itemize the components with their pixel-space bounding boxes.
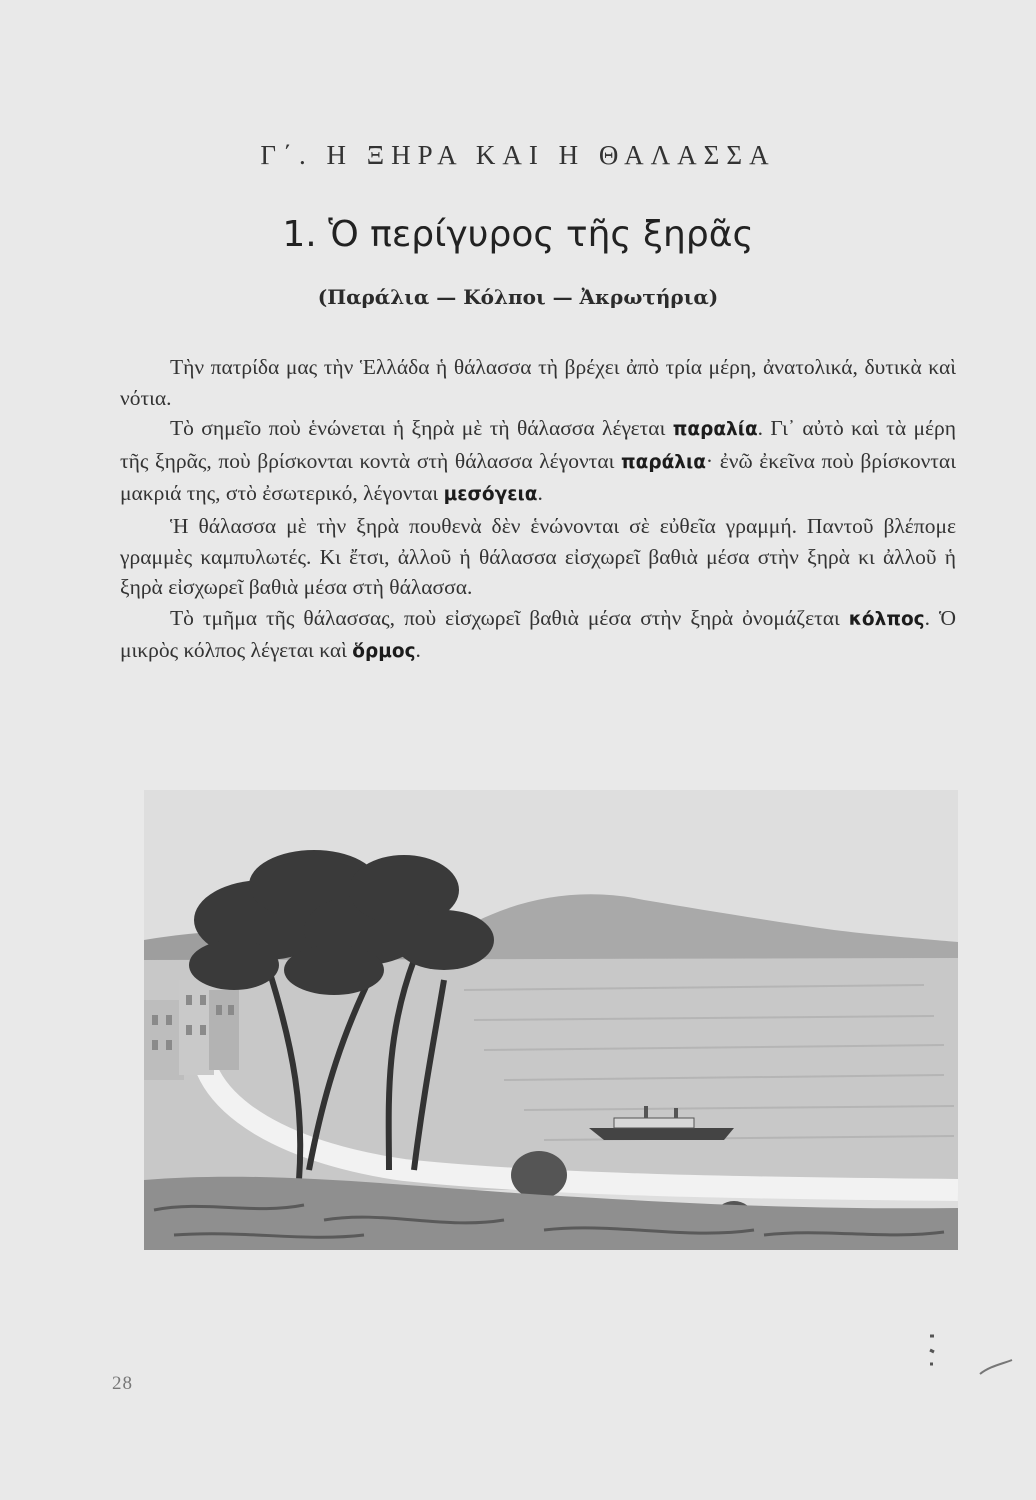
page-number: 28 xyxy=(112,1373,133,1394)
section-title: Γ΄. Η ΞΗΡΑ ΚΑΙ Η ΘΑΛΑΣΣΑ xyxy=(260,140,776,170)
term-kolpos: κόλπος xyxy=(848,608,925,630)
paragraph-4-text-d: . xyxy=(415,638,421,663)
paragraph-2-text-c: . Γι᾿ αὐτὸ καὶ τὰ μέρη τῆς ξηρᾶς, ποὺ βρίσκονται κοντὰ στὴ θάλασσα λέγονται xyxy=(120,416,956,473)
paragraph-3-text: Ἡ θάλασσα μὲ τὴν ξηρὰ πουθενὰ δὲν ἑνώνονται σὲ εὐθεῖα γραμμή. Παντοῦ βλέπομε γραμμὲς καμπυλωτές. Κι ἔτσι, ἀλλοῦ ἡ θάλασσα εἰσχωρεῖ βαθιὰ μέσα στὴν ξηρὰ κι ἀλλοῦ ἡ ξηρὰ εἰσχωρεῖ βαθιὰ μέσα στὴ θάλασσα. xyxy=(120,513,956,600)
lesson-subtitle: (Παράλια — Κόλποι — Ἀκρωτήρια) xyxy=(317,285,719,309)
paragraph-3 xyxy=(120,511,956,603)
paragraph-2-text-e: . xyxy=(537,481,543,506)
term-mesogeia: μεσόγεια xyxy=(443,484,538,506)
paragraph-1 xyxy=(120,352,956,413)
lesson-title: 1. Ὁ περίγυρος τῆς ξηρᾶς xyxy=(282,214,754,255)
scan-marks xyxy=(920,1330,1020,1390)
term-paralia-plural: παράλια xyxy=(621,451,706,473)
paragraph-2-text-a: Τὸ σημεῖο ποὺ ἑνώνεται ἡ ξηρὰ μὲ τὴ θάλασσα λέγεται xyxy=(170,416,673,441)
paragraph-1-text: Τὴν πατρίδα μας τὴν Ἑλλάδα ἡ θάλασσα τὴ βρέχει ἀπὸ τρία μέρη, ἀνατολικά, δυτικὰ καὶ νότια. xyxy=(120,355,956,410)
paragraph-2-text-d: · ἐνῶ ἐκεῖνα ποὺ βρίσκονται μακριά της, στὸ ἐσωτερικό, λέγονται xyxy=(120,448,956,506)
term-paralia: παραλία xyxy=(672,419,758,441)
term-ormos: ὅρμος xyxy=(352,641,416,663)
paragraph-4 xyxy=(120,603,956,668)
paragraph-2 xyxy=(120,413,956,511)
bay-illustration xyxy=(144,790,958,1250)
paragraph-4-text-c: . Ὁ μικρὸς κόλπος λέγεται καὶ xyxy=(120,605,956,663)
paragraph-4-text-a: Τὸ τμῆμα τῆς θάλασσας, ποὺ εἰσχωρεῖ βαθιὰ μέσα στὴν ξηρὰ ὀνομάζεται xyxy=(170,605,849,630)
body-text xyxy=(120,352,956,668)
